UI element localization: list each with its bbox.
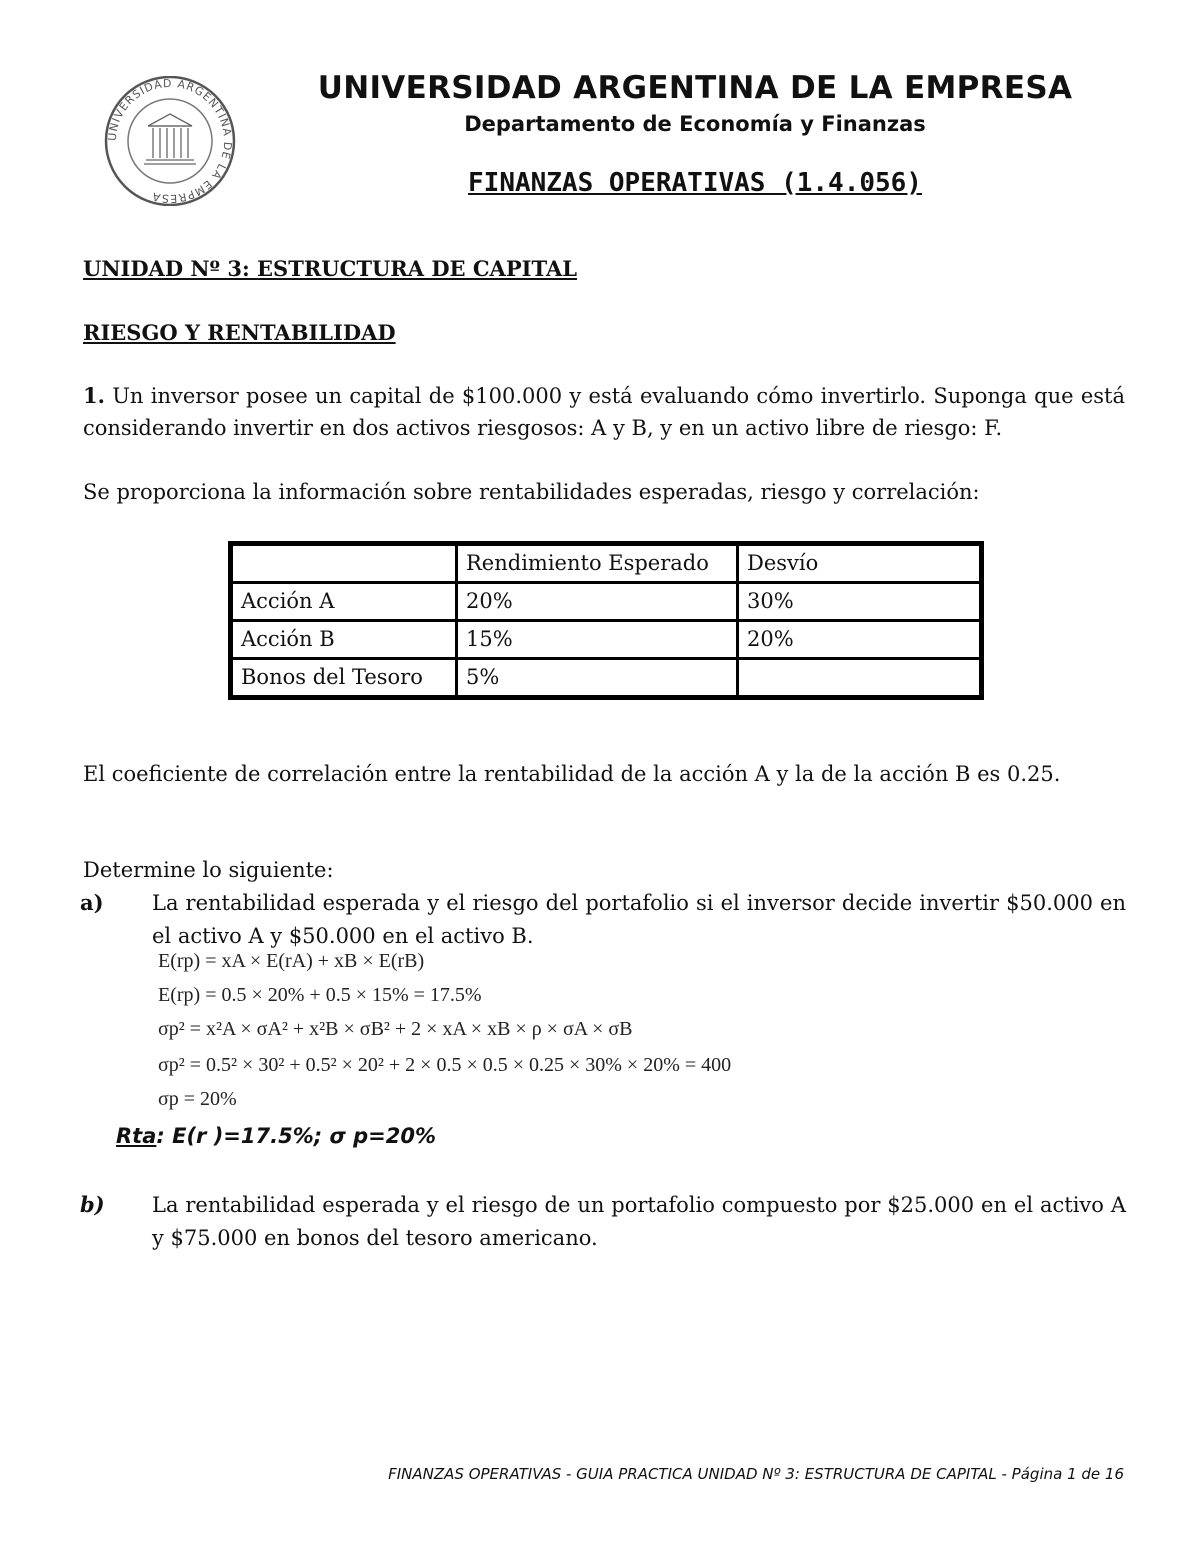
- table-cell: 30%: [738, 583, 982, 621]
- table-cell: Acción A: [231, 583, 457, 621]
- item-a-text: La rentabilidad esperada y el riesgo del portafolio si el inversor decide invertir $50.000 en el activo A y $50.000 en el activo B.: [152, 891, 1126, 948]
- university-seal-logo: [100, 76, 240, 206]
- page-footer: FINANZAS OPERATIVAS - GUIA PRACTICA UNIDAD Nº 3: ESTRUCTURA DE CAPITAL - Página 1 de 16: [388, 1465, 1124, 1483]
- formula-variance: σp² = x²A × σA² + x²B × σB² + 2 × xA × xB × ρ × σA × σB: [158, 1018, 633, 1040]
- section-title: RIESGO Y RENTABILIDAD: [83, 320, 396, 345]
- table-cell: Acción B: [231, 621, 457, 659]
- table-cell: 20%: [457, 583, 738, 621]
- university-name: UNIVERSIDAD ARGENTINA DE LA EMPRESA: [317, 70, 1073, 106]
- item-b: [80, 1188, 1126, 1255]
- unit-title: UNIDAD Nº 3: ESTRUCTURA DE CAPITAL: [83, 256, 578, 281]
- table-row: [231, 583, 982, 621]
- item-a: [80, 886, 1126, 953]
- exercise-number: 1.: [83, 383, 105, 408]
- table-cell: [738, 659, 982, 698]
- table-cell: 5%: [457, 659, 738, 698]
- table-cell: 20%: [738, 621, 982, 659]
- table-row: [231, 621, 982, 659]
- data-table: [228, 541, 984, 700]
- table-header-cell: [231, 544, 457, 583]
- table-header-cell: Desvío: [738, 544, 982, 583]
- seal-text: UNIVERSIDAD ARGENTINA DE LA EMPRESA: [105, 76, 235, 206]
- table-row: [231, 659, 982, 698]
- exercise-intro: [83, 380, 1125, 444]
- answer-text: : E(r )=17.5%; σ p=20%: [156, 1124, 437, 1148]
- table-cell: 15%: [457, 621, 738, 659]
- formula-variance-calc: σp² = 0.5² × 30² + 0.5² × 20² + 2 × 0.5 × 0.5 × 0.25 × 30% × 20% = 400: [158, 1054, 732, 1076]
- determine-text: Determine lo siguiente:: [83, 858, 334, 882]
- answer-line: [116, 1124, 436, 1148]
- formula-std-dev: σp = 20%: [158, 1088, 237, 1110]
- item-b-text: La rentabilidad esperada y el riesgo de un portafolio compuesto por $25.000 en el activo A y $75.000 en bonos del tesoro americano.: [152, 1193, 1126, 1250]
- item-b-label: b): [80, 1192, 105, 1217]
- item-a-label: a): [80, 890, 104, 915]
- answer-label: Rta: [116, 1124, 157, 1148]
- formula-expected-return: E(rp) = xA × E(rA) + xB × E(rB): [158, 950, 425, 972]
- table-header-row: [231, 544, 982, 583]
- exercise-intro-text: Un inversor posee un capital de $100.000 y está evaluando cómo invertirlo. Suponga que está considerando invertir en dos activos riesgosos: A y B, y en un activo libre de riesgo: F.: [83, 384, 1125, 440]
- department-name: Departamento de Economía y Finanzas: [464, 112, 926, 136]
- exercise-intro-2: Se proporciona la información sobre rentabilidades esperadas, riesgo y correlación:: [83, 480, 980, 504]
- course-title: FINANZAS OPERATIVAS (1.4.056): [468, 168, 922, 198]
- table-header-cell: Rendimiento Esperado: [457, 544, 738, 583]
- formula-expected-return-calc: E(rp) = 0.5 × 20% + 0.5 × 15% = 17.5%: [158, 984, 482, 1006]
- table-cell: Bonos del Tesoro: [231, 659, 457, 698]
- correlation-text: El coeficiente de correlación entre la rentabilidad de la acción A y la de la acción B es 0.25.: [83, 762, 1061, 786]
